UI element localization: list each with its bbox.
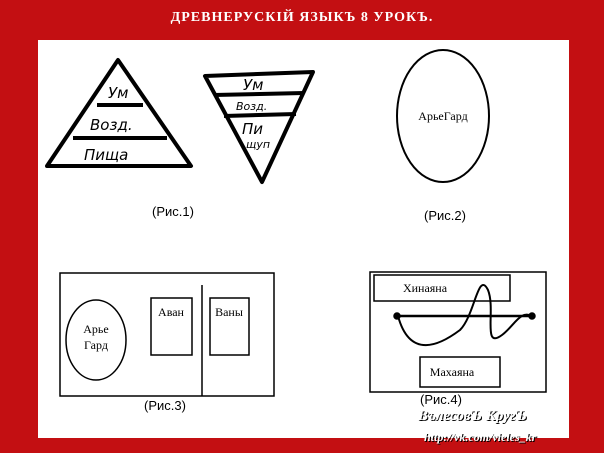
figure-3-caption: (Рис.3) [144, 398, 186, 413]
pyramid-down-level-2: Возд. [236, 100, 268, 113]
figure-3-box-vany: Ваны [215, 305, 243, 319]
figure-3-oval-line2: Гард [84, 338, 108, 352]
signature-url[interactable]: http://vk.com/vieles_kr [424, 430, 537, 444]
figure-3-oval-line1: Арье [83, 322, 109, 336]
pyramid-down-level-3: Пи [242, 120, 264, 138]
figure-4-top-box: Хинаяна [402, 281, 448, 295]
figure-2-caption: (Рис.2) [424, 208, 466, 223]
pyramid-down-level-1: Ум [243, 76, 264, 94]
pyramid-up-level-3: Пища [84, 146, 129, 164]
figure-4-bottom-box: Махаяна [429, 365, 475, 379]
pyramid-up-level-2: Возд. [90, 116, 133, 134]
pyramid-up-level-1: Ум [108, 84, 129, 102]
figure-3-box-aван: Аван [158, 305, 184, 319]
pyramid-down-level-3b: щуп [246, 138, 271, 151]
signature-name: ВълесовЪ КругЪ [418, 408, 527, 424]
figure-4-caption: (Рис.4) [420, 392, 462, 407]
page-title: ДРЕВНЕРУСКІЙ ЯЗЫКЪ 8 УРОКЪ. [170, 10, 434, 25]
figure-2-label: АрьеГард [418, 109, 468, 123]
figure-1-caption: (Рис.1) [152, 204, 194, 219]
